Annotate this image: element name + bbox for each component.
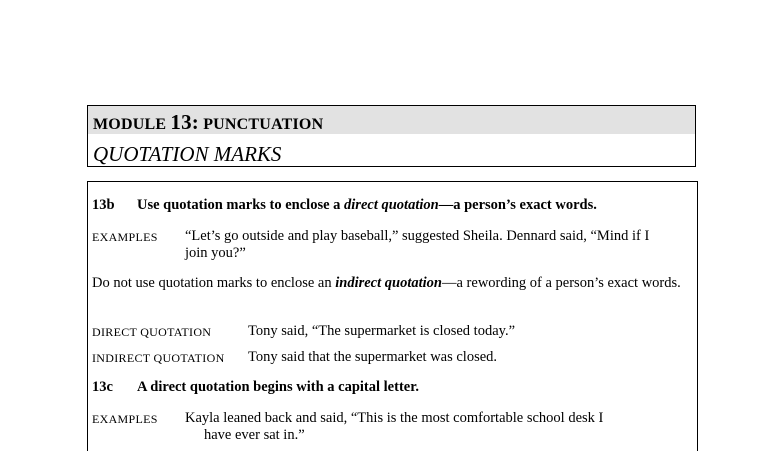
rule-number: 13b (92, 197, 115, 213)
example-line-2: join you?” (185, 245, 246, 261)
examples-label: EXAMPLES (92, 412, 158, 426)
module-header (87, 105, 696, 167)
content-box (87, 181, 698, 451)
indirect-quotation-example: Tony said that the supermarket was closed. (248, 349, 498, 365)
rule-text-before: Use quotation marks to enclose a (137, 197, 345, 213)
indirect-quotation-paragraph (92, 275, 692, 292)
examples-label: EXAMPLES (92, 230, 158, 244)
example-line-2: have ever sat in.” (204, 427, 305, 443)
para-emphasis: indirect quotation (335, 275, 442, 291)
page-title: QUOTATION MARKS (93, 142, 282, 166)
rule-emphasis: direct quotation (344, 197, 439, 213)
module-heading (93, 112, 323, 135)
example-line-1: Kayla leaned back and said, “This is the most comfortable school desk I (185, 410, 604, 426)
rule-text: A direct quotation begins with a capital letter. (137, 379, 419, 395)
para-text-before: Do not use quotation marks to enclose an (92, 275, 336, 291)
indirect-quotation-label: INDIRECT QUOTATION (92, 351, 225, 365)
module-subject: PUNCTUATION (199, 116, 324, 133)
module-prefix: MODULE (93, 116, 171, 133)
rule-text-after: —a person’s exact words. (438, 197, 597, 213)
rule-13c (92, 378, 419, 396)
example-line-1: “Let’s go outside and play baseball,” suggested Sheila. Dennard said, “Mind if I (185, 228, 650, 244)
direct-quotation-label: DIRECT QUOTATION (92, 325, 212, 339)
rule-number: 13c (92, 379, 113, 395)
para-text-after: —a rewording of a person’s exact words. (442, 275, 681, 291)
rule-13b (92, 196, 597, 214)
direct-quotation-example: Tony said, “The supermarket is closed today.” (248, 323, 516, 339)
module-number: 13: (170, 110, 199, 134)
